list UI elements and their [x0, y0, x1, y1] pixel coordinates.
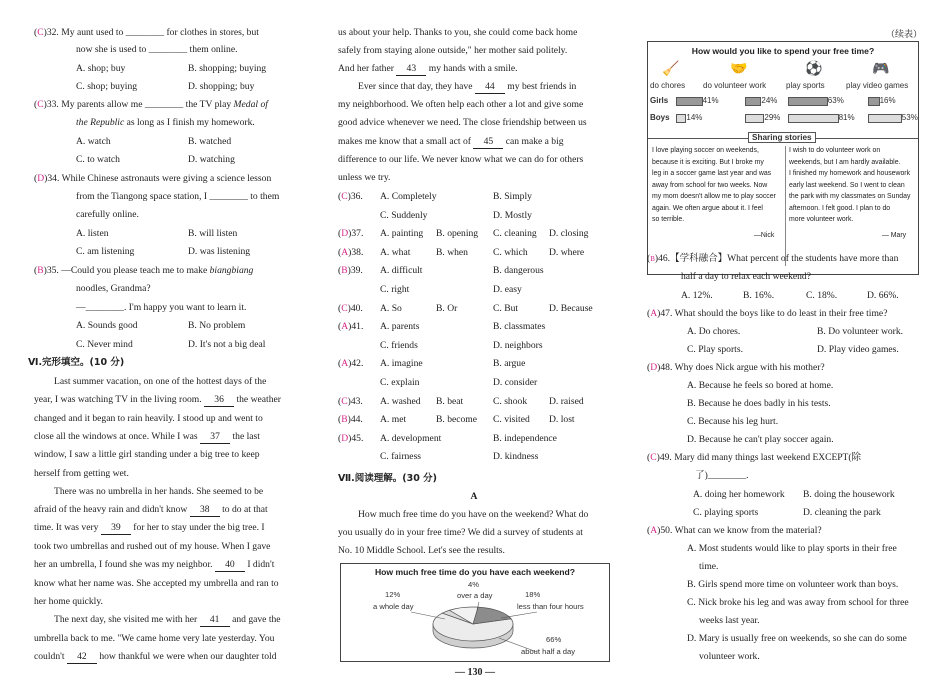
- option-50-a: A. Most students would like to play sports in their free: [687, 543, 897, 554]
- bar-girls-play-sports: [788, 97, 828, 106]
- story-line: away from school for two weeks. Now: [652, 181, 768, 189]
- cloze-line: difference to our life. We never know what we can do for others: [338, 154, 584, 165]
- cloze-line: There was no umbrella in her hands. She seemed to be: [54, 486, 264, 497]
- cloze-line: makes me know that a small act of 45 can make a big: [338, 136, 564, 147]
- cloze-option-row: (D)45.: [338, 432, 364, 444]
- option-a: A. imagine: [380, 358, 423, 370]
- option-49-c: C. playing sports: [693, 507, 759, 518]
- question-32-stem: now she is used to ________ them online.: [76, 44, 238, 55]
- option-c: C. shook: [493, 395, 528, 407]
- cloze-option-row: (B)44.: [338, 414, 363, 426]
- pie-leader-line: [499, 638, 537, 652]
- option-47-a: A. Do chores.: [687, 326, 741, 337]
- bar-value-label: 63%: [827, 96, 844, 105]
- blank-36: 36: [204, 394, 234, 407]
- option-35-a: A. Sounds good: [76, 320, 138, 331]
- option-46-c: C. 18%.: [806, 290, 838, 301]
- bar-category-label: do volunteer work: [703, 81, 767, 90]
- answer-48: D: [650, 362, 658, 373]
- chores-icon: 🧹: [662, 62, 680, 77]
- passage-a-label: A: [470, 491, 478, 502]
- pie-category-label: about half a day: [521, 647, 576, 656]
- section-7-heading: Ⅶ.阅读理解。(30 分): [338, 473, 437, 484]
- option-32-b: B. shopping; buying: [188, 63, 267, 74]
- question-48: (D)48. Why does Nick argue with his mother?: [647, 362, 825, 373]
- option-c: C. cleaning: [493, 228, 537, 240]
- blank-43: 43: [396, 63, 426, 76]
- question-34-stem-end: carefully online.: [76, 209, 139, 220]
- cloze-line: my neighborhood. We often help each other a lot and give some: [338, 99, 584, 110]
- cloze-line: took two umbrellas and rushed out of my house. When I gave: [34, 541, 271, 552]
- option-34-a: A. listen: [76, 228, 109, 239]
- answer-33: C: [37, 99, 44, 110]
- option-c: C. visited: [493, 414, 530, 426]
- option-b: B. classmates: [493, 321, 546, 333]
- pie-chart: [340, 563, 610, 662]
- story-line: again. We often argue about it. I feel: [652, 204, 763, 212]
- question-47: (A)47. What should the boys like to do least in their free time?: [647, 308, 888, 319]
- bar-category-label: do chores: [650, 81, 686, 90]
- story-line: weekends, but I am hardly available.: [789, 158, 901, 166]
- volunteer-icon: 🤝: [730, 62, 748, 77]
- option-d: D. closing: [549, 228, 589, 240]
- option-48-a: A. Because he feels so bored at home.: [687, 380, 834, 391]
- cloze-option-row: (C)40.: [338, 302, 363, 314]
- blank-40: 40: [215, 559, 245, 572]
- answer: D: [341, 228, 349, 240]
- option-47-b: B. Do volunteer work.: [817, 326, 904, 337]
- cloze-line: close all the windows at once. While I was 37 the last: [34, 431, 260, 442]
- option-50-c: C. Nick broke his leg and was away from school for three: [687, 597, 909, 608]
- bar-value-label: 29%: [764, 113, 781, 122]
- option-c: C. fairness: [380, 451, 422, 463]
- option-a: A. washed: [380, 395, 421, 407]
- story-line: more volunteer work.: [789, 216, 854, 223]
- question-34: (D)34. While Chinese astronauts were giving a science lesson: [34, 173, 272, 184]
- story-divider: [785, 146, 786, 266]
- question-46: (B)46.【学科融合】What percent of the students have more than: [647, 253, 899, 264]
- question-33-stem: the Republic as long as I finish my homework.: [76, 117, 255, 128]
- bar-value-label: 24%: [761, 96, 778, 105]
- story-line: I finished my homework and housework: [789, 170, 911, 177]
- cloze-line: afraid of the heavy rain and didn't know 38 to do at that: [34, 504, 268, 515]
- answer-49: C: [650, 452, 657, 463]
- pie-chart-title: How much free time do you have each weekend?: [374, 567, 576, 577]
- cloze-option-row: (A)42.: [338, 358, 364, 370]
- option-33-b: B. watched: [188, 136, 232, 147]
- option-46-a: A. 12%.: [681, 290, 713, 301]
- option-32-c: C. shop; buying: [76, 81, 138, 92]
- option-b: B. Or: [436, 302, 458, 314]
- cloze-line: her home quickly.: [34, 596, 103, 607]
- option-a: A. development: [380, 432, 442, 444]
- bar-girls-do-volunteer-work: [745, 97, 761, 106]
- cloze-line: year, I was watching TV in the living room. 36 the weather: [34, 394, 281, 405]
- bar-boys-play-sports: [788, 114, 839, 123]
- option-a: A. what: [380, 246, 411, 258]
- series-label: Boys: [650, 113, 670, 122]
- blank-41: 41: [200, 614, 230, 627]
- option-48-b: B. Because he does badly in his tests.: [687, 398, 831, 409]
- cloze-option-row: (C)36.: [338, 191, 363, 202]
- cloze-line: couldn't 42 how thankful we were when our daughter told: [34, 651, 277, 662]
- option-50-d-cont: volunteer work.: [699, 651, 760, 662]
- option-33-c: C. to watch: [76, 154, 120, 165]
- option-35-d: D. It's not a big deal: [188, 339, 266, 350]
- answer: B: [341, 414, 348, 426]
- question-49-stem: 了)________.: [695, 470, 749, 481]
- answer-46: B: [650, 255, 655, 263]
- blank-38: 38: [190, 504, 220, 517]
- cloze-line: us about your help. Thanks to you, she could come back home: [338, 27, 578, 38]
- pie-value-label: 66%: [546, 635, 562, 644]
- blank-44: 44: [475, 81, 505, 94]
- bar-boys-do-chores: [676, 114, 686, 123]
- question-35-stem-reply: —________. I'm happy you want to learn it.: [76, 302, 247, 313]
- option-d: D. lost: [549, 414, 575, 426]
- series-label: Girls: [650, 96, 669, 105]
- cloze-line: herself from getting wet.: [34, 468, 129, 479]
- answer: C: [341, 302, 348, 314]
- option-c: C. friends: [380, 339, 418, 351]
- option-35-b: B. No problem: [188, 320, 246, 331]
- bar-value-label: 14%: [686, 113, 703, 122]
- story-signature: — Mary: [882, 231, 907, 239]
- question-34-stem: from the Tiangong space station, I ________ to them: [76, 191, 280, 202]
- cloze-line: umbrella back to me. "We came home very late yesterday. You: [34, 633, 275, 644]
- option-32-d: D. shopping; buy: [188, 81, 255, 92]
- intro-line: you usually do in your free time? We did a survey of students at: [338, 527, 583, 538]
- pie-chart-svg: [341, 564, 609, 661]
- blank-39: 39: [101, 522, 131, 535]
- page-number: — 130 —: [455, 667, 495, 678]
- blank-45: 45: [473, 136, 503, 149]
- option-a: A. parents: [380, 321, 420, 333]
- option-d: D. where: [549, 246, 585, 258]
- survey-box: [647, 41, 919, 275]
- answer: A: [341, 358, 349, 370]
- option-c: C. But: [493, 302, 519, 314]
- pie-category-label: less than four hours: [517, 602, 584, 611]
- option-d: D. raised: [549, 395, 584, 407]
- story-line: my mom doesn't allow me to play soccer: [652, 193, 776, 200]
- option-b: B. opening: [436, 228, 479, 240]
- option-a: A. Completely: [380, 191, 437, 202]
- option-a: A. met: [380, 414, 407, 426]
- story-line: afternoon. I felt good. I plan to do: [789, 204, 891, 212]
- cloze-line: good advice whenever we need. The close friendship between us: [338, 117, 587, 128]
- option-d: D. kindness: [493, 451, 539, 463]
- bar-value-label: 81%: [838, 113, 855, 122]
- cloze-option-row: (C)43.: [338, 395, 363, 407]
- option-c: C. Suddenly: [380, 209, 428, 221]
- answer: A: [341, 321, 349, 333]
- intro-line: No. 10 Middle School. Let's see the results.: [338, 545, 505, 556]
- cloze-option-row: (A)38.: [338, 246, 364, 258]
- option-d: D. consider: [493, 376, 538, 388]
- blank-42: 42: [67, 651, 97, 664]
- section-6-heading: Ⅵ.完形填空。(10 分): [28, 357, 125, 368]
- cloze-line: changed and it began to rain heavily. I stood up and went to: [34, 413, 263, 424]
- option-b: B. when: [436, 246, 468, 258]
- answer-35: B: [37, 265, 44, 276]
- cloze-line: her an umbrella, I found she was my neighbor. 40 I didn't: [34, 559, 275, 570]
- option-34-c: C. am listening: [76, 246, 135, 257]
- option-47-c: C. Play sports.: [687, 344, 743, 355]
- story-line: so terrible.: [652, 216, 685, 223]
- pie-category-label: a whole day: [373, 602, 414, 611]
- option-49-d: D. cleaning the park: [803, 507, 881, 518]
- story-line: early last weekend. So I went to clean: [789, 181, 905, 189]
- bar-boys-do-volunteer-work: [745, 114, 764, 123]
- option-50-b: B. Girls spend more time on volunteer work than boys.: [687, 579, 899, 590]
- option-46-d: D. 66%.: [867, 290, 899, 301]
- answer: A: [341, 246, 349, 258]
- answer: D: [341, 432, 349, 444]
- option-33-a: A. watch: [76, 136, 111, 147]
- option-50-a-cont: time.: [699, 561, 719, 572]
- bar-girls-play-video-games: [868, 97, 880, 106]
- question-35: (B)35. —Could you please teach me to make biangbiang: [34, 265, 254, 276]
- option-50-c-cont: weeks last year.: [699, 615, 760, 626]
- pie-value-label: 4%: [468, 580, 479, 589]
- story-line: I love playing soccer on weekends,: [652, 147, 759, 154]
- option-47-d: D. Play video games.: [817, 344, 899, 355]
- option-49-b: B. doing the housework: [803, 489, 895, 500]
- answer-47: A: [650, 308, 658, 319]
- option-b: B. Simply: [493, 191, 532, 202]
- option-d: D. easy: [493, 283, 522, 295]
- answer-34: D: [37, 173, 45, 184]
- bar-girls-do-chores: [676, 97, 703, 106]
- story-line: because it is exciting. But I broke my: [652, 158, 764, 166]
- bar-category-label: play sports: [786, 81, 825, 90]
- bar-value-label: 16%: [879, 96, 896, 105]
- option-a: A. So: [380, 302, 402, 314]
- answer: C: [341, 191, 348, 202]
- question-32: (C)32. My aunt used to ________ for clothes in stores, but: [34, 27, 259, 38]
- cloze-line: And her father 43 my hands with a smile.: [338, 63, 518, 74]
- story-line: the park with my classmates on Sunday: [789, 193, 911, 200]
- sharing-stories-title: Sharing stories: [748, 132, 816, 143]
- option-32-a: A. shop; buy: [76, 63, 126, 74]
- story-signature: —Nick: [754, 231, 775, 239]
- option-d: D. Mostly: [493, 209, 532, 221]
- option-c: C. which: [493, 246, 528, 258]
- bar-value-label: 53%: [901, 113, 918, 122]
- cloze-line: safely from staying alone outside," her mother said politely.: [338, 45, 568, 56]
- sports-icon: ⚽: [805, 62, 823, 77]
- bar-boys-play-video-games: [868, 114, 902, 123]
- cloze-line: The next day, she visited me with her 41 and gave the: [54, 614, 281, 625]
- option-b: B. become: [436, 414, 478, 426]
- story-line: leg in a soccer game last year and was: [652, 170, 772, 177]
- cloze-line: Last summer vacation, on one of the hottest days of the: [54, 376, 267, 387]
- question-49: (C)49. Mary did many things last weekend EXCEPT(除: [647, 452, 862, 463]
- cloze-line: time. It was very 39 for her to stay under the big tree. I: [34, 522, 265, 533]
- intro-line: How much free time do you have on the weekend? What do: [358, 509, 589, 520]
- option-b: B. argue: [493, 358, 526, 370]
- option-49-a: A. doing her homework: [693, 489, 785, 500]
- option-a: A. painting: [380, 228, 424, 240]
- pie-value-label: 18%: [525, 590, 541, 599]
- option-50-d: D. Mary is usually free on weekends, so she can do some: [687, 633, 907, 644]
- question-35-stem: noodles, Grandma?: [76, 283, 151, 294]
- pie-category-label: over a day: [457, 591, 493, 600]
- option-a: A. difficult: [380, 265, 423, 277]
- option-d: D. neighbors: [493, 339, 543, 351]
- cloze-line: Ever since that day, they have 44 my best friends in: [358, 81, 577, 92]
- pie-value-label: 12%: [385, 590, 401, 599]
- option-b: B. dangerous: [493, 265, 544, 277]
- answer: C: [341, 395, 348, 407]
- cloze-line: know what her name was. She accepted my umbrella and ran to: [34, 578, 279, 589]
- option-48-d: D. Because he can't play soccer again.: [687, 434, 834, 445]
- bar-category-label: play video games: [846, 81, 909, 90]
- option-b: B. beat: [436, 395, 464, 407]
- option-34-b: B. will listen: [188, 228, 238, 239]
- option-b: B. independence: [493, 432, 557, 444]
- option-35-c: C. Never mind: [76, 339, 133, 350]
- option-c: C. right: [380, 283, 410, 295]
- option-c: C. explain: [380, 376, 420, 388]
- cloze-line: window, I saw a little girl standing under a big tree to keep: [34, 449, 260, 460]
- option-34-d: D. was listening: [188, 246, 251, 257]
- question-33: (C)33. My parents allow me ________ the TV play Medal of: [34, 99, 268, 110]
- blank-37: 37: [200, 431, 230, 444]
- cloze-option-row: (A)41.: [338, 321, 364, 333]
- option-48-c: C. Because his leg hurt.: [687, 416, 779, 427]
- answer: B: [341, 265, 348, 277]
- continued-label: （续表）: [885, 29, 922, 39]
- question-46-stem: half a day to relax each weekend?: [681, 271, 811, 282]
- bar-value-label: 41%: [702, 96, 719, 105]
- answer-32: C: [37, 27, 44, 38]
- bar-chart-title: How would you like to spend your free time?: [691, 46, 875, 56]
- option-d: D. Because: [549, 302, 593, 314]
- story-line: I wish to do volunteer work on: [789, 147, 881, 154]
- video-game-icon: 🎮: [872, 62, 890, 77]
- option-46-b: B. 16%.: [743, 290, 775, 301]
- cloze-option-row: (B)39.: [338, 265, 363, 277]
- cloze-line: unless we try.: [338, 172, 391, 183]
- option-33-d: D. watching: [188, 154, 235, 165]
- question-50: (A)50. What can we know from the material?: [647, 525, 822, 536]
- cloze-option-row: (D)37.: [338, 228, 364, 240]
- answer-50: A: [650, 525, 658, 536]
